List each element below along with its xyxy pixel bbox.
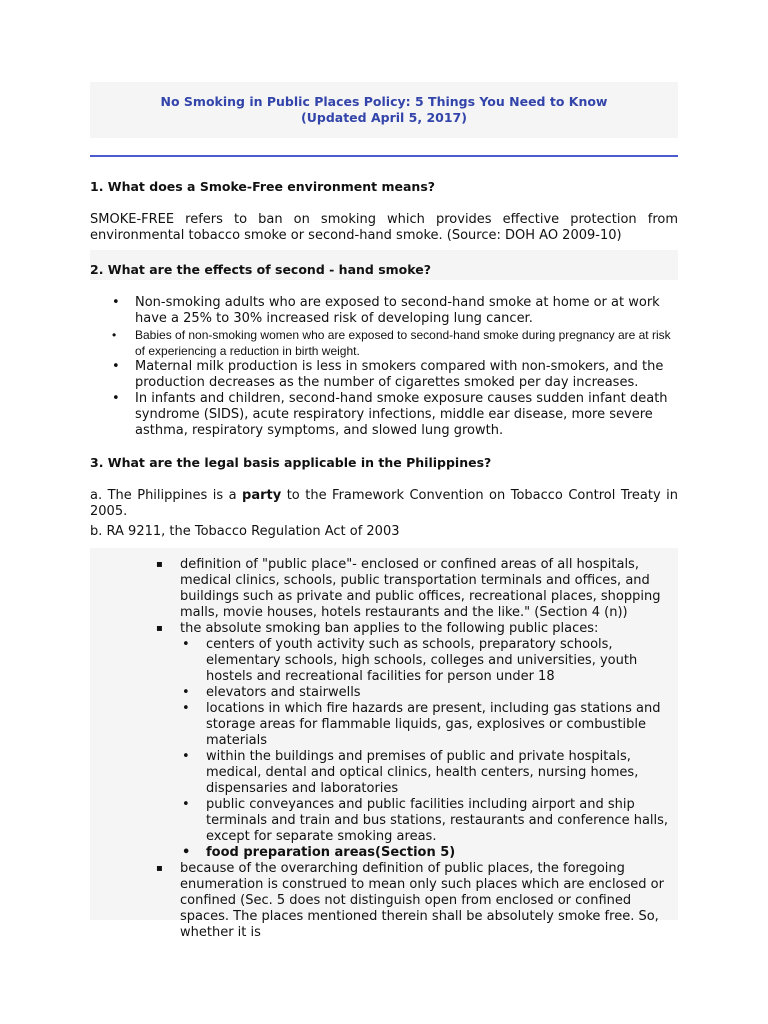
- legal-basis-a-bold: party: [242, 488, 282, 503]
- list-item: • within the buildings and premises of public and private hospitals, medical, dental and optical clinics, health centers, nursing homes, dispensaries and laboratories: [180, 749, 678, 797]
- section-2-heading: 2. What are the effects of second - hand smoke?: [90, 262, 431, 277]
- section-1-text: SMOKE-FREE refers to ban on smoking which provides effective protection from environmental tobacco smoke or second-hand smoke. (Source: DOH AO 2009-10): [90, 212, 678, 243]
- section-1-heading: 1. What does a Smoke-Free environment means?: [90, 179, 436, 194]
- list-item: • locations in which fire hazards are present, including gas stations and storage areas for flammable liquids, gas, explosives or combustible materials: [180, 701, 678, 749]
- title-line-1: No Smoking in Public Places Policy: 5 Things You Need to Know: [160, 94, 608, 109]
- list-item: • Babies of non-smoking women who are exposed to second-hand smoke during pregnancy are at risk of experiencing a reduction in birth weight.: [110, 327, 678, 359]
- list-item: • In infants and children, second-hand smoke exposure causes sudden infant death syndrome (SIDS), acute respiratory infections, middle ear disease, more severe asthma, respiratory symptoms, and slowed lung growth.: [110, 391, 678, 439]
- legal-basis-a-post: to the Framework Convention on Tobacco Control Treaty in 2005.: [90, 488, 678, 519]
- list-item: • centers of youth activity such as schools, preparatory schools, elementary schools, high schools, colleges and universities, youth hostels and recreational facilities for person under 18: [180, 637, 678, 685]
- public-places-list: [180, 637, 678, 861]
- list-item: • Maternal milk production is less in smokers compared with non-smokers, and the production decreases as the number of cigarettes smoked per day increases.: [110, 359, 678, 391]
- list-item: [154, 621, 678, 861]
- legal-basis-b: b. RA 9211, the Tobacco Regulation Act of 2003: [90, 524, 400, 539]
- legal-basis-a: [90, 488, 678, 520]
- list-item: • elevators and stairwells: [180, 685, 678, 701]
- title-divider: [90, 155, 678, 157]
- list-item: • Non-smoking adults who are exposed to second-hand smoke at home or at work have a 25% to 30% increased risk of developing lung cancer.: [110, 295, 678, 327]
- ra9211-list: [154, 557, 678, 941]
- page-title: [90, 94, 678, 126]
- effects-list: [110, 295, 678, 439]
- section-3-heading: 3. What are the legal basis applicable in the Philippines?: [90, 455, 492, 470]
- list-item: • public conveyances and public facilities including airport and ship terminals and train and bus stations, restaurants and conference halls, except for separate smoking areas.: [180, 797, 678, 845]
- title-line-2: (Updated April 5, 2017): [301, 110, 467, 125]
- list-item: • food preparation areas(Section 5): [180, 845, 678, 861]
- ban-intro: the absolute smoking ban applies to the following public places:: [180, 621, 599, 636]
- legal-basis-a-pre: a. The Philippines is a: [90, 488, 243, 503]
- list-item: ▪ because of the overarching definition of public places, the foregoing enumeration is construed to mean only such places which are enclosed or confined (Sec. 5 does not distinguish open from enclosed or confined spaces. The places mentioned therein shall be absolutely smoke free. So, whether it is: [154, 861, 678, 941]
- list-item: ▪ definition of "public place"- enclosed or confined areas of all hospitals, medical clinics, schools, public transportation terminals and offices, and buildings such as private and public offices, recreational places, shopping malls, movie houses, hotels restaurants and the like." (Section 4 (n)): [154, 557, 678, 621]
